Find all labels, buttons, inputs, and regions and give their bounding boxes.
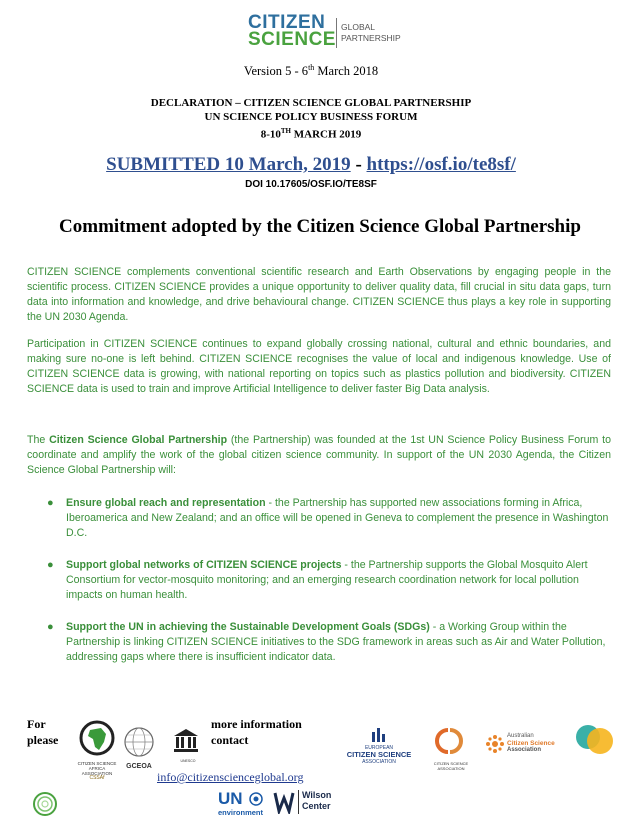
- bullet-item: [47, 558, 613, 603]
- wilson-divider: [298, 790, 299, 814]
- temple-icon: [172, 728, 200, 754]
- version-line: [0, 63, 622, 79]
- un-environment-label: environment: [218, 808, 264, 817]
- wilson-w-icon: [273, 790, 295, 814]
- bullet-text: [66, 496, 613, 541]
- csa-caption: CITIZEN SCIENCE ASSOCIATION: [433, 761, 469, 771]
- unesco-caption: UNESCO: [180, 759, 196, 763]
- declaration-line3-suffix: MARCH 2019: [291, 128, 362, 141]
- ecsa-bars-icon: [372, 726, 386, 742]
- un-environment-logo: [218, 790, 268, 820]
- circles-logo: [574, 722, 616, 756]
- acsa-flower-icon: [485, 734, 505, 754]
- doi-line: DOI 10.17605/OSF.IO/TE8SF: [245, 179, 377, 190]
- csaa-caption: CITIZEN SCIENCE AFRICA ASSOCIATION: [77, 761, 117, 776]
- paragraph-3: [27, 433, 611, 478]
- footer-for: For: [27, 717, 46, 731]
- citizen-science-africa-logo: [75, 720, 119, 781]
- bullet-text: [66, 558, 613, 603]
- declaration-line3: [0, 124, 622, 142]
- acsa-line2: Citizen Science: [507, 740, 555, 747]
- wilson-line2: Center: [302, 801, 331, 811]
- bullet-item: [47, 620, 613, 665]
- citizen-science-global-partnership-logo: [248, 12, 401, 54]
- gceoa-label: GCEOA: [126, 763, 152, 770]
- declaration-line3-prefix: 8-10: [260, 128, 281, 141]
- bullet-bold: Ensure global reach and representation: [66, 497, 266, 509]
- ecsa-logo: [344, 726, 414, 770]
- ecsa-line1: EUROPEAN: [364, 745, 394, 751]
- osf-link[interactable]: https://osf.io/te8sf/: [366, 154, 516, 175]
- wilson-line1: Wilson: [302, 790, 332, 800]
- footer-more-info-text: [211, 716, 302, 748]
- bullet-rest: - the Partnership has supported new associations forming in Africa, Iberoamerica and New Zealand; and an office will be opened in Geneva to complement the presence in Washington D.C.: [66, 497, 609, 539]
- bullet-rest: - the Partnership supports the Global Mosquito Alert Consortium for vector-mosquito monitoring; and an emerging research coordination network for local pollution impacts on human health.: [66, 559, 588, 601]
- footer-more-info: more information: [211, 717, 302, 731]
- paragraph-3-pre: The: [27, 434, 50, 446]
- version-prefix: Version 5 - 6: [243, 64, 309, 79]
- logo-divider: [336, 18, 337, 48]
- gceoa-logo: [122, 726, 156, 770]
- globe-icon: [122, 726, 156, 758]
- commitment-title: Commitment adopted by the Citizen Science Global Partnership: [59, 216, 581, 237]
- bullet-rest: - a Working Group within the Partnership is linking CITIZEN SCIENCE initiatives to the SDG framework in areas such as Air and Water Pollution, addressing gaps where there is insufficient indicator data.: [66, 621, 606, 663]
- submitted-label: SUBMITTED 10 March, 2019: [106, 154, 351, 175]
- csaa-short: CSSAf: [89, 775, 105, 781]
- un-emblem-icon: [249, 792, 263, 806]
- version-sup: th: [308, 63, 315, 72]
- swirl-icon: [30, 790, 60, 818]
- declaration-line2: UN SCIENCE POLICY BUSINESS FORUM: [204, 111, 418, 123]
- acsa-logo: [485, 732, 560, 758]
- acsa-line1: Australian: [507, 733, 534, 739]
- logo-tagline-1: GLOBAL: [341, 22, 376, 32]
- submitted-line: [0, 154, 622, 176]
- footer-for-text: [27, 716, 58, 748]
- africa-icon: [75, 720, 119, 756]
- footer-please: please: [27, 733, 59, 747]
- paragraph-1: CITIZEN SCIENCE complements conventional scientific research and Earth Observations by engaging people in the scientific process. CITIZEN SCIENCE provides a unique opportunity to deliver quality data, fill crucial in situ data gaps, turn data into information and knowledge, and drive behavioural change. CITIZEN SCIENCE thus plays a key role in supporting the UN 2030 Agenda.: [27, 266, 611, 323]
- logo-tagline: [341, 22, 401, 44]
- bullet-glyph: ●: [47, 497, 54, 509]
- declaration-line1: DECLARATION – CITIZEN SCIENCE GLOBAL PARTNERSHIP: [150, 97, 472, 109]
- bullet-glyph: ●: [47, 559, 54, 571]
- paragraph-3-post: (the Partnership) was founded at the 1st UN Science Policy Business Forum to coordinate and amplify the work of the global citizen science community. In support of the UN 2030 Agenda, the Citizen Science Global Partnership will:: [27, 434, 611, 476]
- un-label: UN: [218, 789, 243, 808]
- swirl-logo: [30, 790, 62, 818]
- bullet-text: [66, 620, 613, 665]
- acsa-line3: Association: [507, 747, 542, 753]
- bullet-glyph: ●: [47, 621, 54, 633]
- logo-line1: CITIZEN: [248, 12, 326, 33]
- declaration-line3-sup: TH: [280, 127, 291, 135]
- contact-email-link[interactable]: info@citizenscienceglobal.org: [157, 770, 304, 784]
- csa-logo: [430, 726, 472, 771]
- csa-rings-icon: [430, 726, 468, 756]
- bullet-bold: Support the UN in achieving the Sustainable Development Goals (SDGs): [66, 621, 430, 633]
- bullet-bold: Support global networks of CITIZEN SCIENCE projects: [66, 559, 342, 571]
- wilson-center-logo: [273, 790, 343, 820]
- logo-tagline-2: PARTNERSHIP: [341, 33, 401, 43]
- ecsa-line3: ASSOCIATION: [362, 759, 396, 765]
- logo-wordmark: [248, 14, 336, 48]
- unesco-logo: [172, 728, 204, 763]
- footer-contact: contact: [211, 733, 249, 747]
- version-suffix: March 2018: [314, 64, 379, 79]
- logo-line2: SCIENCE: [248, 29, 336, 50]
- submitted-separator: -: [350, 154, 367, 175]
- ecsa-line2: CITIZEN SCIENCE: [346, 750, 412, 759]
- bullet-item: [47, 496, 613, 541]
- overlapping-circles-icon: [574, 722, 616, 756]
- declaration-heading: [0, 96, 622, 142]
- paragraph-3-bold: Citizen Science Global Partnership: [49, 434, 228, 446]
- paragraph-2: Participation in CITIZEN SCIENCE continues to expand globally crossing national, cultural and ethnic boundaries, and making sure no-one is left behind. CITIZEN SCIENCE recognises the value of local and indigenous knowledge. Use of CITIZEN SCIENCE data is growing, with national reporting on topics such as plastics pollution and biodiversity. CITIZEN SCIENCE data is used to train and improve Artificial Intelligence to deliver faster Big Data analysis.: [27, 338, 611, 395]
